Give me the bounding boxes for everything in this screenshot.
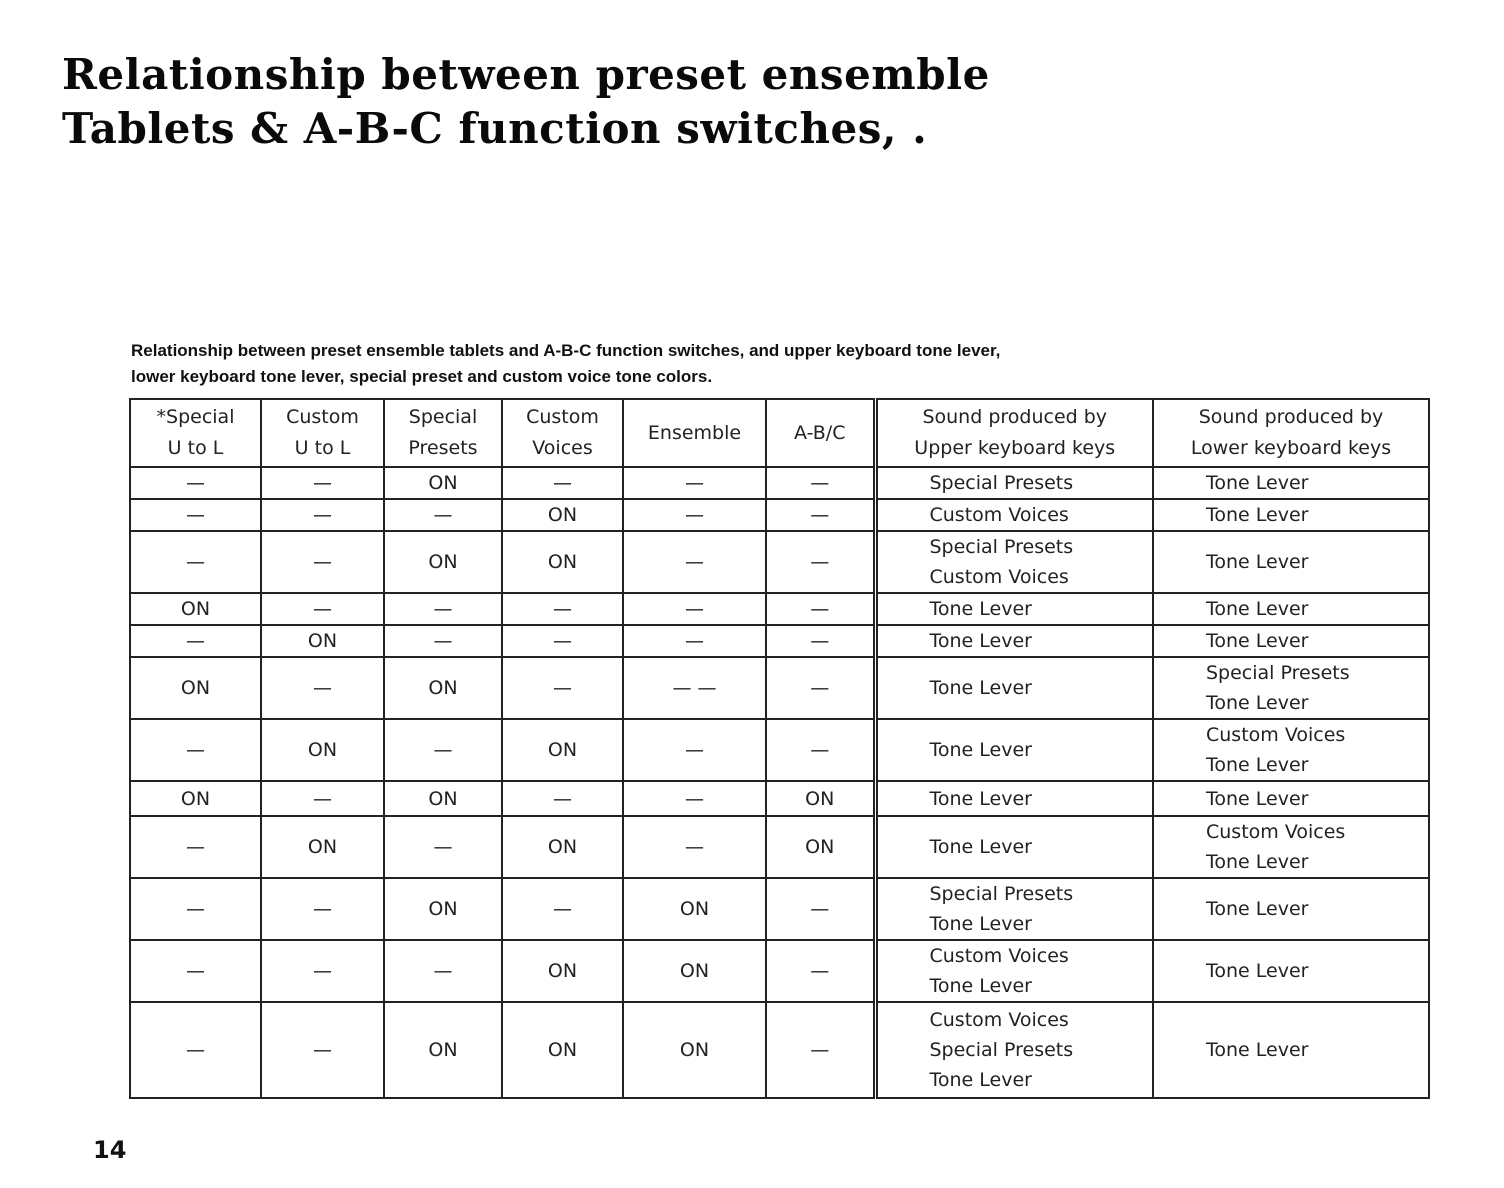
sound-source-label: Special Presets [1206,662,1350,684]
cell-upper-keys-sound [875,657,1153,719]
cell-upper-keys-sound [875,499,1153,531]
column-header-special-u-to-l [130,399,261,467]
cell-lower-keys-sound [1153,625,1429,657]
cell-special-presets: — [384,940,502,1002]
cell-special-presets: — [384,719,502,781]
column-header-upper-keys-sound [875,399,1153,467]
cell-special-presets: — [384,816,502,878]
column-header-line: Custom [286,406,359,428]
page-title [62,48,990,156]
cell-custom-u-to-l: — [261,1002,384,1098]
column-header-line: A-B/C [794,421,846,444]
cell-custom-voices: — [502,625,623,657]
cell-special-presets: ON [384,467,502,499]
cell-special-u-to-l: — [130,940,261,1002]
cell-custom-u-to-l: — [261,531,384,593]
sound-source-label: Special Presets [929,1039,1074,1061]
cell-upper-keys-sound [875,940,1153,1002]
cell-special-presets: ON [384,1002,502,1098]
cell-special-u-to-l: — [130,499,261,531]
cell-custom-u-to-l: — [261,940,384,1002]
cell-ensemble: — [623,593,766,625]
cell-upper-keys-sound [875,531,1153,593]
sound-source-label: Tone Lever [929,836,1032,858]
relationship-table [129,398,1430,1099]
sound-source-label: Tone Lever [1206,551,1309,573]
column-header-a-b-c [766,399,875,467]
cell-custom-u-to-l: — [261,499,384,531]
sound-source-label: Custom Voices [1206,821,1346,843]
sound-source-label: Tone Lever [1206,1039,1309,1061]
column-header-line: Voices [532,437,593,459]
cell-upper-keys-sound [875,593,1153,625]
cell-custom-voices: ON [502,816,623,878]
column-header-line: Upper keyboard keys [914,437,1116,459]
cell-custom-voices: ON [502,1002,623,1098]
cell-special-u-to-l: — [130,625,261,657]
column-header-line: Lower keyboard keys [1190,437,1392,459]
cell-custom-voices: ON [502,499,623,531]
cell-a-b-c: — [766,940,875,1002]
cell-special-presets: ON [384,781,502,816]
cell-ensemble: — [623,625,766,657]
cell-special-u-to-l: ON [130,657,261,719]
cell-special-u-to-l: — [130,878,261,940]
cell-special-u-to-l: ON [130,781,261,816]
cell-lower-keys-sound [1153,719,1429,781]
cell-custom-u-to-l: — [261,593,384,625]
sound-source-label: Custom Voices [929,566,1069,588]
table-row [130,593,1429,625]
sound-source-label: Tone Lever [1206,504,1309,526]
table-caption [131,338,1000,390]
table-row [130,531,1429,593]
caption-line-1: Relationship between preset ensemble tablets and A-B-C function switches, and upper keyboard tone lever, [131,341,1001,360]
sound-source-label: Tone Lever [1206,472,1309,494]
cell-ensemble: — [623,467,766,499]
sound-source-label: Tone Lever [929,630,1032,652]
cell-a-b-c: — [766,467,875,499]
cell-custom-u-to-l: — [261,657,384,719]
table-row [130,625,1429,657]
cell-a-b-c: ON [766,816,875,878]
sound-source-label: Tone Lever [1206,787,1309,810]
sound-source-label: Tone Lever [929,1069,1032,1091]
page-number: 14 [93,1136,127,1164]
cell-lower-keys-sound [1153,499,1429,531]
column-header-lower-keys-sound [1153,399,1429,467]
sound-source-label: Tone Lever [1206,898,1309,920]
sound-source-label: Tone Lever [929,739,1032,761]
cell-lower-keys-sound [1153,467,1429,499]
cell-custom-u-to-l: — [261,878,384,940]
column-header-line: U to L [167,437,224,459]
cell-upper-keys-sound [875,1002,1153,1098]
cell-lower-keys-sound [1153,816,1429,878]
column-header-line: Sound produced by [922,406,1108,428]
sound-source-label: Custom Voices [1206,724,1346,746]
sound-source-label: Custom Voices [929,1009,1069,1031]
cell-special-u-to-l: — [130,719,261,781]
sound-source-label: Tone Lever [929,787,1032,810]
column-header-special-presets [384,399,502,467]
cell-ensemble: ON [623,1002,766,1098]
sound-source-label: Tone Lever [929,677,1032,699]
cell-special-presets: ON [384,657,502,719]
sound-source-label: Tone Lever [1206,598,1309,620]
cell-ensemble: — [623,719,766,781]
cell-upper-keys-sound [875,878,1153,940]
title-line-1: Relationship between preset ensemble [62,50,990,99]
cell-custom-voices: — [502,593,623,625]
table-row [130,816,1429,878]
cell-upper-keys-sound [875,816,1153,878]
cell-lower-keys-sound [1153,781,1429,816]
cell-special-presets: ON [384,531,502,593]
cell-special-u-to-l: — [130,816,261,878]
sound-source-label: Special Presets [929,883,1074,905]
cell-lower-keys-sound [1153,657,1429,719]
column-header-line: Custom [526,406,599,428]
cell-ensemble: — [623,499,766,531]
cell-custom-voices: — [502,467,623,499]
table-row [130,467,1429,499]
cell-lower-keys-sound [1153,1002,1429,1098]
cell-custom-voices: ON [502,531,623,593]
cell-lower-keys-sound [1153,531,1429,593]
cell-a-b-c: — [766,878,875,940]
column-header-custom-u-to-l [261,399,384,467]
cell-custom-voices: — [502,781,623,816]
table-row [130,657,1429,719]
cell-special-u-to-l: ON [130,593,261,625]
cell-a-b-c: — [766,719,875,781]
column-header-line: Ensemble [647,421,742,444]
sound-source-label: Special Presets [929,536,1074,558]
sound-source-label: Custom Voices [929,945,1069,967]
sound-source-label: Tone Lever [1206,754,1309,776]
cell-custom-u-to-l: ON [261,816,384,878]
cell-a-b-c: ON [766,781,875,816]
sound-source-label: Tone Lever [929,913,1032,935]
cell-special-presets: ON [384,878,502,940]
cell-custom-voices: — [502,878,623,940]
cell-ensemble: — [623,781,766,816]
table-row [130,781,1429,816]
cell-custom-voices: ON [502,940,623,1002]
cell-ensemble: ON [623,878,766,940]
table-row [130,878,1429,940]
cell-lower-keys-sound [1153,940,1429,1002]
sound-source-label: Tone Lever [1206,851,1309,873]
cell-custom-u-to-l: — [261,781,384,816]
cell-a-b-c: — [766,625,875,657]
title-line-2: Tablets & A-B-C function switches, . [62,104,928,153]
cell-custom-u-to-l: — [261,467,384,499]
table-header [130,399,1429,467]
column-header-ensemble [623,399,766,467]
cell-upper-keys-sound [875,719,1153,781]
cell-custom-u-to-l: ON [261,625,384,657]
cell-special-presets: — [384,593,502,625]
cell-special-u-to-l: — [130,1002,261,1098]
header-row [130,399,1429,467]
sound-source-label: Tone Lever [1206,630,1309,652]
sound-source-label: Tone Lever [929,598,1032,620]
cell-upper-keys-sound [875,625,1153,657]
cell-a-b-c: — [766,593,875,625]
cell-a-b-c: — [766,499,875,531]
cell-ensemble: — [623,531,766,593]
sound-source-label: Tone Lever [1206,960,1309,982]
sound-source-label: Custom Voices [929,504,1069,526]
cell-custom-voices: — [502,657,623,719]
cell-lower-keys-sound [1153,878,1429,940]
cell-ensemble: — [623,816,766,878]
cell-a-b-c: — [766,1002,875,1098]
cell-special-u-to-l: — [130,467,261,499]
sound-source-label: Tone Lever [1206,692,1309,714]
column-header-line: *Special [156,406,235,428]
cell-custom-voices: ON [502,719,623,781]
cell-a-b-c: — [766,531,875,593]
cell-upper-keys-sound [875,781,1153,816]
column-header-line: Presets [408,437,478,459]
column-header-line: U to L [294,437,351,459]
cell-ensemble: ON [623,940,766,1002]
column-header-custom-voices [502,399,623,467]
cell-lower-keys-sound [1153,593,1429,625]
table-row [130,719,1429,781]
sound-source-label: Special Presets [929,472,1074,494]
sound-source-label: Tone Lever [929,975,1032,997]
caption-line-2: lower keyboard tone lever, special preset and custom voice tone colors. [131,367,713,386]
table-row [130,940,1429,1002]
table-body [130,467,1429,1098]
cell-special-u-to-l: — [130,531,261,593]
table-row [130,1002,1429,1098]
cell-special-presets: — [384,499,502,531]
cell-special-presets: — [384,625,502,657]
cell-a-b-c: — [766,657,875,719]
cell-upper-keys-sound [875,467,1153,499]
table-row [130,499,1429,531]
cell-ensemble: — — [623,657,766,719]
cell-custom-u-to-l: ON [261,719,384,781]
column-header-line: Special [408,406,478,428]
column-header-line: Sound produced by [1198,406,1384,428]
